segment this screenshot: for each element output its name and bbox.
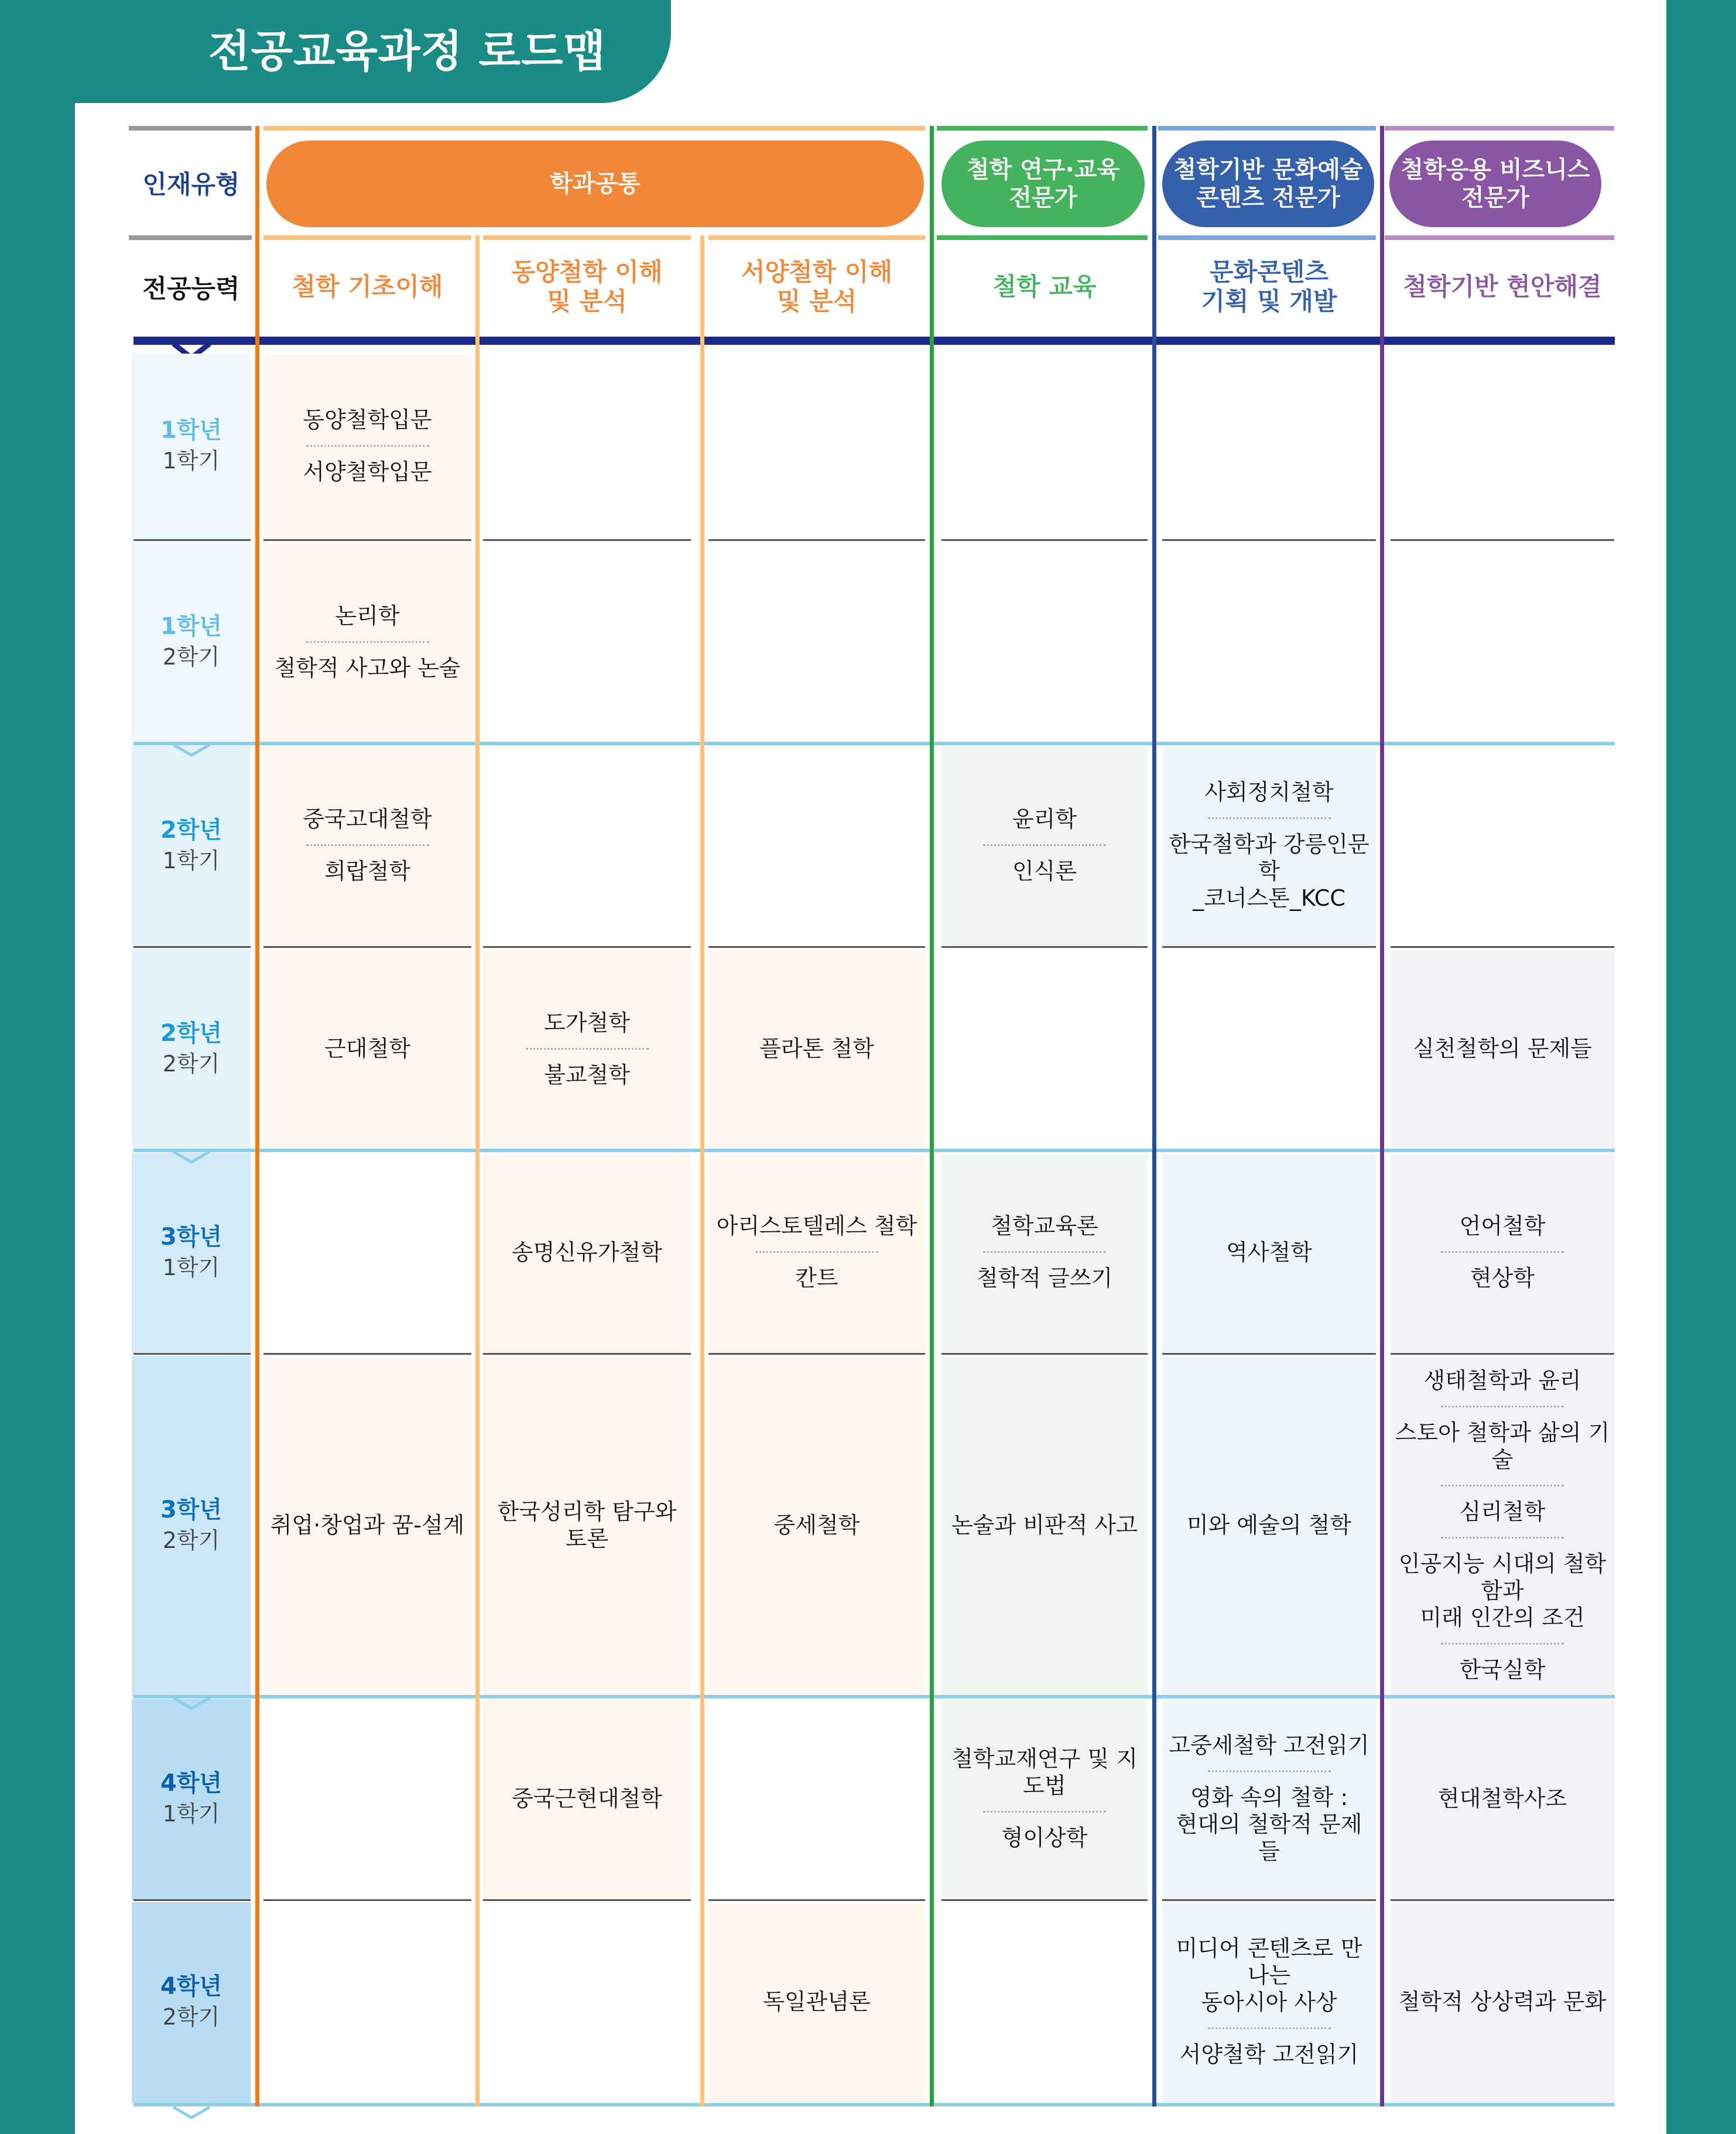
course-divider [983,844,1106,846]
course-divider [1441,1643,1564,1645]
semester-separator [941,1899,1148,1901]
course-name: 논리학 [335,602,400,629]
course-cell [708,1900,925,2103]
course-cell [263,1354,471,1697]
term-year: 1학년 [160,613,222,640]
course-name: 서양철학 고전읽기 [1179,2041,1359,2067]
course-cell [941,1354,1148,1697]
semester-separator [1162,539,1376,541]
semester-separator [133,1899,251,1901]
semester-separator [263,1899,471,1901]
course-cell [1391,1354,1614,1697]
header-mid-rule [129,235,252,240]
course-name: 실천철학의 문제들 [1413,1036,1592,1061]
course-cell [263,1150,471,1354]
course-name: 중세철학 [773,1512,860,1538]
term-label [132,1900,251,2103]
course-name: 고중세철학 고전읽기 [1169,1732,1369,1758]
course-divider [983,1251,1106,1253]
competency-label: 전공능력 [142,274,240,304]
column-divider [255,126,259,2106]
header-top-rule [937,126,1148,131]
term-semester: 1학기 [162,1254,220,1280]
course-cell [1162,540,1376,744]
semester-separator [133,1353,251,1355]
course-name: 역사철학 [1226,1239,1312,1265]
course-cell [1162,351,1376,540]
talent-type-label: 인재유형 [142,170,240,200]
header-top-rule [1385,126,1614,131]
course-cell [1391,351,1614,540]
course-divider [1441,1485,1564,1486]
course-name: 형이상학 [1001,1825,1088,1851]
term-semester: 2학기 [162,1527,220,1553]
header-mid-rule [1158,235,1376,240]
course-cell [1391,540,1614,744]
title-tab [75,0,671,103]
course-name: 아리스토텔레스 철학 [716,1213,917,1239]
semester-separator [708,1899,925,1901]
course-name: 철학교육론 [991,1213,1098,1239]
header-top-rule [129,126,252,131]
course-divider [1441,1251,1564,1253]
term-label [132,1697,251,1900]
semester-separator [263,1353,471,1355]
course-name: 철학교재연구 및 지도법 [951,1746,1138,1799]
course-cell [263,1697,471,1900]
course-cell [941,1150,1148,1354]
course-cell [483,1150,691,1354]
course-cell [1162,1354,1376,1697]
term-label [132,351,251,540]
course-cell [1162,744,1376,947]
course-cell [1391,1150,1614,1354]
course-name: 미디어 콘텐츠로 만나는 동아시아 사상 [1176,1936,1362,2015]
term-semester: 2학기 [162,644,220,670]
term-year: 4학년 [160,1972,222,2000]
competency-label-item: 철학 기초이해 [292,272,443,301]
term-year: 1학년 [160,417,222,444]
course-cell [263,351,471,540]
column-divider [475,235,480,2106]
course-name: 생태철학과 윤리 [1423,1368,1581,1393]
course-cell [483,1697,691,1900]
term-semester: 2학기 [162,2003,220,2030]
course-name: 미와 예술의 철학 [1186,1512,1352,1538]
course-name: 인공지능 시대의 철학함과 미래 인간의 조건 [1398,1551,1607,1631]
course-name: 동양철학입문 [303,406,432,433]
roadmap-panel [75,0,1666,2134]
year-separator [133,1149,1615,1152]
course-name: 한국성리학 탐구와 토론 [497,1499,677,1551]
course-name: 희랍철학 [324,858,410,884]
talent-type-pill: 철학응용 비즈니스 전문가 [1389,141,1601,227]
header-mid-rule [708,235,925,240]
term-label [132,947,251,1150]
term-semester: 1학기 [162,448,220,474]
term-label [132,1150,251,1354]
competency-label-item: 서양철학 이해 및 분석 [741,258,893,316]
course-cell [483,744,691,947]
course-divider [526,1048,649,1050]
bottom-separator [133,2103,1615,2106]
semester-separator [263,539,471,541]
course-cell [708,540,925,744]
semester-separator [263,946,471,948]
course-divider [1441,1406,1564,1407]
course-name: 인식론 [1012,858,1077,884]
course-cell [1162,1697,1376,1900]
course-name: 한국철학과 강릉인문학 _코너스톤_KCC [1169,831,1369,911]
talent-type-pill: 학과공통 [266,141,924,227]
term-year: 4학년 [160,1769,222,1797]
course-name: 플라톤 철학 [759,1036,874,1061]
course-cell [941,1900,1148,2103]
course-name: 서양철학입문 [303,458,432,485]
course-name: 근대철학 [324,1036,410,1061]
semester-separator [1391,946,1614,948]
course-divider [755,1251,878,1253]
column-divider [930,126,934,2106]
course-cell [708,1150,925,1354]
course-divider [1208,1770,1331,1772]
competency-bottom-rule [133,337,1615,345]
term-year: 2학년 [160,816,222,844]
course-cell [708,1697,925,1900]
term-semester: 1학기 [162,1800,220,1827]
semester-separator [483,539,691,541]
course-divider [306,445,429,447]
column-divider [700,235,704,2106]
chevron-down-icon [171,1150,212,1166]
course-divider [306,844,429,846]
header-mid-rule [937,235,1148,240]
course-cell [1391,947,1614,1150]
course-cell [1391,1697,1614,1900]
semester-separator [133,946,251,948]
semester-separator [708,539,925,541]
talent-type-pill: 철학기반 문화예술 콘텐츠 전문가 [1162,141,1374,227]
course-cell [941,351,1148,540]
semester-separator [941,539,1148,541]
course-cell [1162,1900,1376,2103]
course-name: 송명신유가철학 [512,1239,662,1265]
course-cell [263,744,471,947]
course-cell [708,1354,925,1697]
course-name: 한국실학 [1459,1657,1546,1683]
course-name: 불교철학 [544,1061,630,1088]
course-name: 사회정치철학 [1204,779,1334,805]
competency-label-item: 철학 교육 [992,272,1097,301]
semester-separator [1391,539,1614,541]
column-divider [1380,126,1384,2106]
course-name: 취업·창업과 꿈-설계 [270,1512,465,1538]
year-separator [133,742,1615,745]
course-cell [941,1697,1148,1900]
course-name: 칸트 [795,1265,838,1291]
header-top-rule [263,126,925,131]
term-year: 3학년 [160,1223,222,1251]
course-divider [1441,1537,1564,1539]
course-name: 현상학 [1470,1265,1535,1291]
competency-label-item: 철학기반 현안해결 [1403,272,1602,301]
header-mid-rule [263,235,471,240]
semester-separator [483,946,691,948]
course-cell [483,947,691,1150]
term-label [132,540,251,744]
semester-separator [708,946,925,948]
header-top-rule [1158,126,1376,131]
course-divider [1208,817,1331,819]
course-name: 윤리학 [1012,806,1077,832]
course-name: 영화 속의 철학 : 현대의 철학적 문제들 [1176,1784,1362,1864]
course-divider [306,641,429,643]
semester-separator [1162,946,1376,948]
course-cell [708,744,925,947]
year-separator [133,1695,1615,1698]
semester-separator [483,1353,691,1355]
course-cell [483,1354,691,1697]
course-cell [263,947,471,1150]
course-cell [483,1900,691,2103]
talent-type-pill: 철학 연구·교육 전문가 [941,141,1145,227]
chevron-down-icon [171,2106,212,2121]
course-cell [941,540,1148,744]
semester-separator [133,539,251,541]
header-mid-rule [1385,235,1614,240]
course-name: 스토아 철학과 삶의 기술 [1395,1420,1610,1472]
column-divider [1152,126,1156,2106]
course-name: 현대철학사조 [1437,1785,1567,1811]
page-title: 전공교육과정 로드맵 [208,26,607,77]
course-name: 도가철학 [544,1009,630,1036]
semester-separator [1162,1353,1376,1355]
course-cell [941,947,1148,1150]
competency-label-item: 동양철학 이해 및 분석 [511,258,663,316]
term-year: 3학년 [160,1496,222,1523]
semester-separator [941,946,1148,948]
course-cell [483,540,691,744]
course-name: 심리철학 [1459,1499,1546,1525]
term-semester: 2학기 [162,1051,220,1077]
course-cell [263,540,471,744]
course-cell [708,351,925,540]
course-name: 철학적 글쓰기 [976,1265,1113,1291]
course-cell [941,744,1148,947]
course-cell [1162,1150,1376,1354]
header-mid-rule [483,235,691,240]
course-cell [483,351,691,540]
semester-separator [1391,1353,1614,1355]
course-name: 논술과 비판적 사고 [951,1512,1138,1538]
course-name: 중국고대철학 [303,806,432,832]
course-cell [1391,1900,1614,2103]
chevron-down-icon [171,1697,212,1712]
chevron-down-icon [171,744,212,759]
term-year: 2학년 [160,1020,222,1047]
competency-label-item: 문화콘텐츠 기획 및 개발 [1201,258,1337,316]
course-divider [983,1811,1106,1813]
course-cell [1162,947,1376,1150]
course-name: 철학적 상상력과 문화 [1398,1988,1607,2015]
term-label [132,744,251,947]
term-label [132,1354,251,1697]
semester-separator [1162,1899,1376,1901]
course-cell [708,947,925,1150]
semester-separator [1391,1899,1614,1901]
course-name: 철학적 사고와 논술 [274,655,461,681]
course-name: 언어철학 [1459,1213,1546,1239]
course-cell [263,1900,471,2103]
course-name: 중국근현대철학 [512,1785,662,1811]
semester-separator [483,1899,691,1901]
course-divider [1208,2027,1331,2029]
course-cell [1391,744,1614,947]
semester-separator [708,1353,925,1355]
course-name: 독일관념론 [763,1988,871,2015]
term-semester: 1학기 [162,847,220,874]
semester-separator [941,1353,1148,1355]
